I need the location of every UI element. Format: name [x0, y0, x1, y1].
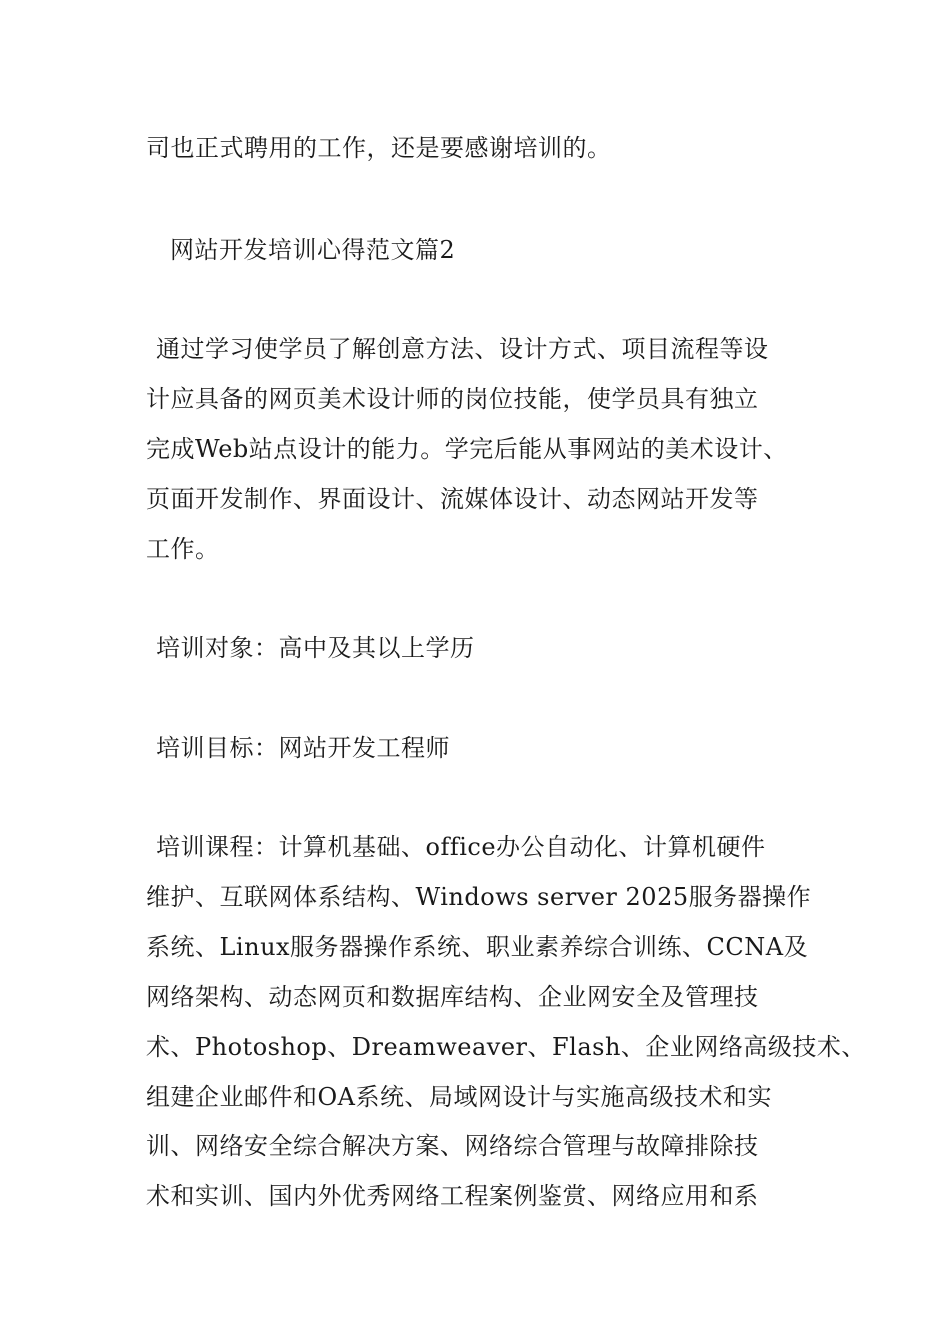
paragraph-intro-line-3: 完成Web站点设计的能力。学完后能从事网站的美术设计、	[146, 435, 788, 463]
training-target-line: 培训对象：高中及其以上学历	[156, 634, 475, 662]
training-courses-line-4: 网络架构、动态网页和数据库结构、企业网安全及管理技	[146, 983, 759, 1011]
text-line-continuation: 司也正式聘用的工作，还是要感谢培训的。	[146, 134, 612, 162]
training-courses-line-7: 训、网络安全综合解决方案、网络综合管理与故障排除技	[146, 1132, 759, 1160]
paragraph-intro-line-4: 页面开发制作、界面设计、流媒体设计、动态网站开发等	[146, 485, 759, 513]
training-courses-line-2: 维护、互联网体系结构、Windows server 2025服务器操作	[146, 883, 812, 911]
training-courses-line-5: 术、Photoshop、Dreamweaver、Flash、企业网络高级技术、	[146, 1033, 866, 1061]
paragraph-intro-line-2: 计应具备的网页美术设计师的岗位技能，使学员具有独立	[146, 385, 759, 413]
paragraph-intro-line-1: 通过学习使学员了解创意方法、设计方式、项目流程等设	[156, 335, 769, 363]
training-courses-line-1: 培训课程：计算机基础、office办公自动化、计算机硬件	[156, 833, 766, 861]
paragraph-intro-line-5: 工作。	[146, 535, 220, 563]
training-goal-line: 培训目标：网站开发工程师	[156, 734, 450, 762]
section-heading: 网站开发培训心得范文篇2	[170, 236, 456, 264]
training-courses-line-3: 系统、Linux服务器操作系统、职业素养综合训练、CCNA及	[146, 933, 809, 961]
training-courses-line-6: 组建企业邮件和OA系统、局域网设计与实施高级技术和实	[146, 1083, 773, 1111]
training-courses-line-8: 术和实训、国内外优秀网络工程案例鉴赏、网络应用和系	[146, 1182, 759, 1210]
